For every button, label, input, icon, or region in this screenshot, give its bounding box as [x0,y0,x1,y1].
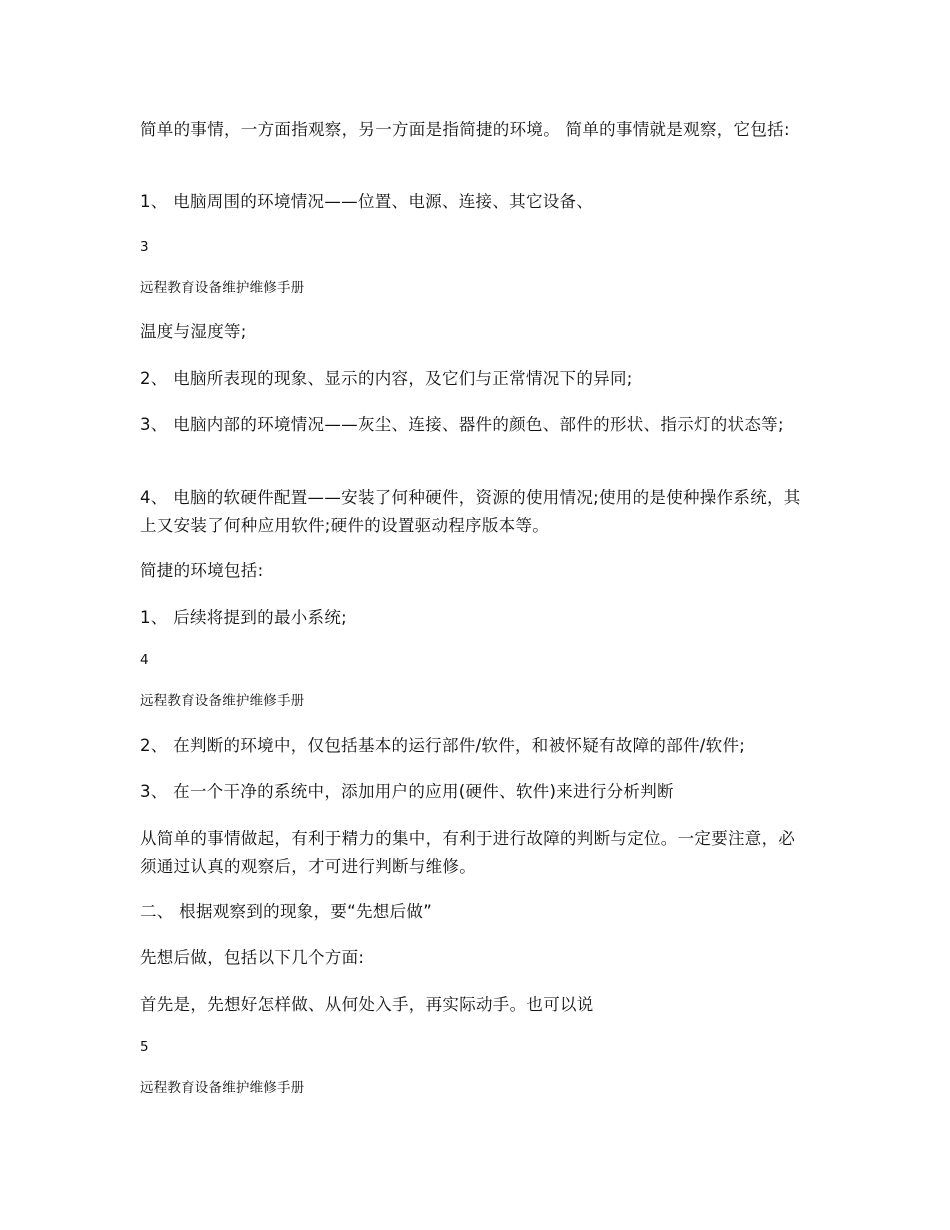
page-number: 3 [140,239,149,255]
paragraph-think-first: 先想后做，包括以下几个方面: [140,948,365,967]
paragraph-intro: 简单的事情，一方面指观察，另一方面是指简捷的环境。 简单的事情就是观察，它包括: [140,120,790,139]
paragraph-item-2-phenomena: 2、 电脑所表现的现象、显示的内容，及它们与正常情况下的异同; [140,369,633,388]
paragraph-first-point: 首先是，先想好怎样做、从何处入手，再实际动手。也可以说 [140,995,594,1014]
paragraph-env-item-3: 3、 在一个干净的系统中，添加用户的应用(硬件、软件)来进行分析判断 [140,782,674,801]
running-header: 远程教育设备维护维修手册 [140,1080,305,1096]
paragraph-item-1-surroundings: 1、 电脑周围的环境情况——位置、电源、连接、其它设备、 [140,192,594,211]
paragraph-start-simple: 从简单的事情做起，有利于精力的集中，有利于进行故障的判断与定位。一定要注意，必须通过认真的观察后，才可进行判断与维修。 [140,829,796,876]
section-heading-2: 二、 根据观察到的现象，要“先想后做” [140,902,433,921]
paragraph-env-item-2: 2、 在判断的环境中，仅包括基本的运行部件/软件，和被怀疑有故障的部件/软件; [140,736,746,755]
page-number: 4 [140,652,149,668]
paragraph-item-3-internal: 3、 电脑内部的环境情况——灰尘、连接、器件的颜色、部件的形状、指示灯的状态等; [140,415,784,434]
paragraph-env-item-1: 1、 后续将提到的最小系统; [140,608,348,627]
page-number: 5 [140,1039,149,1055]
paragraph-item-4-config: 4、 电脑的软硬件配置——安装了何种硬件，资源的使用情况;使用的是使种操作系统，其上又安装了何种应用软件;硬件的设置驱动程序版本等。 [140,488,801,535]
running-header: 远程教育设备维护维修手册 [140,693,305,709]
running-header: 远程教育设备维护维修手册 [140,280,305,296]
paragraph-simple-env: 简捷的环境包括: [140,561,264,580]
paragraph-continuation: 温度与湿度等; [140,322,247,341]
